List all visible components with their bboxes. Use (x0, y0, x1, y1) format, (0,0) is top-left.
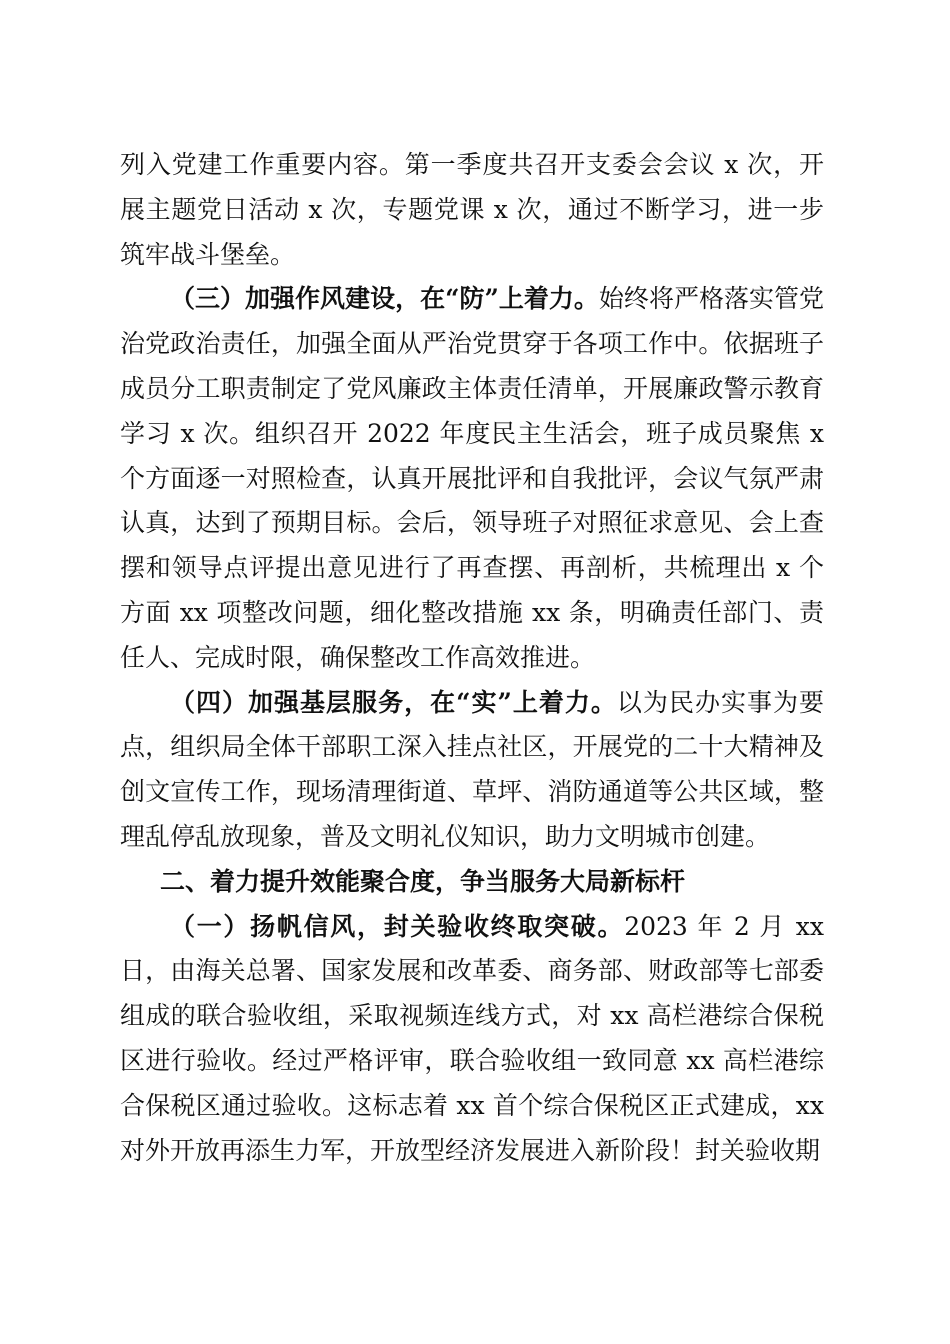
paragraph-text: 2023 年 2 月 xx 日，由海关总署、国家发展和改革委、商务部、财政部等七部委组成的联合验收组，采取视频连线方式，对 xx 高栏港综合保税区进行验收。经过严格评审，联合验收组一致同意 xx 高栏港综合保税区通过验收。这标志着 xx 首个综合保税区正式建成，xx 对外开放再添生力军，开放型经济发展进入新阶段！封关验收期 (120, 911, 824, 1165)
paragraph-lead-heading: （一）扬帆信风，封关验收终取突破。 (170, 911, 625, 941)
document-body (120, 143, 824, 1173)
paragraph-customs-acceptance (120, 905, 824, 1174)
paragraph-text: 始终将严格落实管党治党政治责任，加强全面从严治党贯穿于各项工作中。依据班子成员分工职责制定了党风廉政主体责任清单，开展廉政警示教育学习 x 次。组织召开 2022 年度民主生活会，班子成员聚焦 x 个方面逐一对照检查，认真开展批评和自我批评，会议气氛严肃认真，达到了预期目标。会后，领导班子对照征求意见、会上查摆和领导点评提出意见进行了再查摆、再剖析，共梳理出 x 个方面 xx 项整改问题，细化整改措施 xx 条，明确责任部门、责任人、完成时限，确保整改工作高效推进。 (120, 284, 824, 672)
paragraph-text: 列入党建工作重要内容。第一季度共召开支委会会议 x 次，开展主题党日活动 x 次，专题党课 x 次，通过不断学习，进一步筑牢战斗堡垒。 (120, 150, 824, 269)
paragraph-text: 以为民办实事为要点，组织局全体干部职工深入挂点社区，开展党的二十大精神及创文宣传工作，现场清理街道、草坪、消防通道等公共区域，整理乱停乱放现象，普及文明礼仪知识，助力文明城市创建。 (120, 687, 824, 851)
paragraph-continuation (120, 143, 824, 277)
paragraph-style-building (120, 277, 824, 680)
paragraph-lead-heading: （三）加强作风建设，在“防”上着力。 (170, 284, 599, 314)
paragraph-lead-heading: （四）加强基层服务，在“实”上着力。 (170, 687, 617, 717)
paragraph-grassroots-service (120, 681, 824, 860)
section-heading: 二、着力提升效能聚合度，争当服务大局新标杆 (160, 866, 686, 896)
